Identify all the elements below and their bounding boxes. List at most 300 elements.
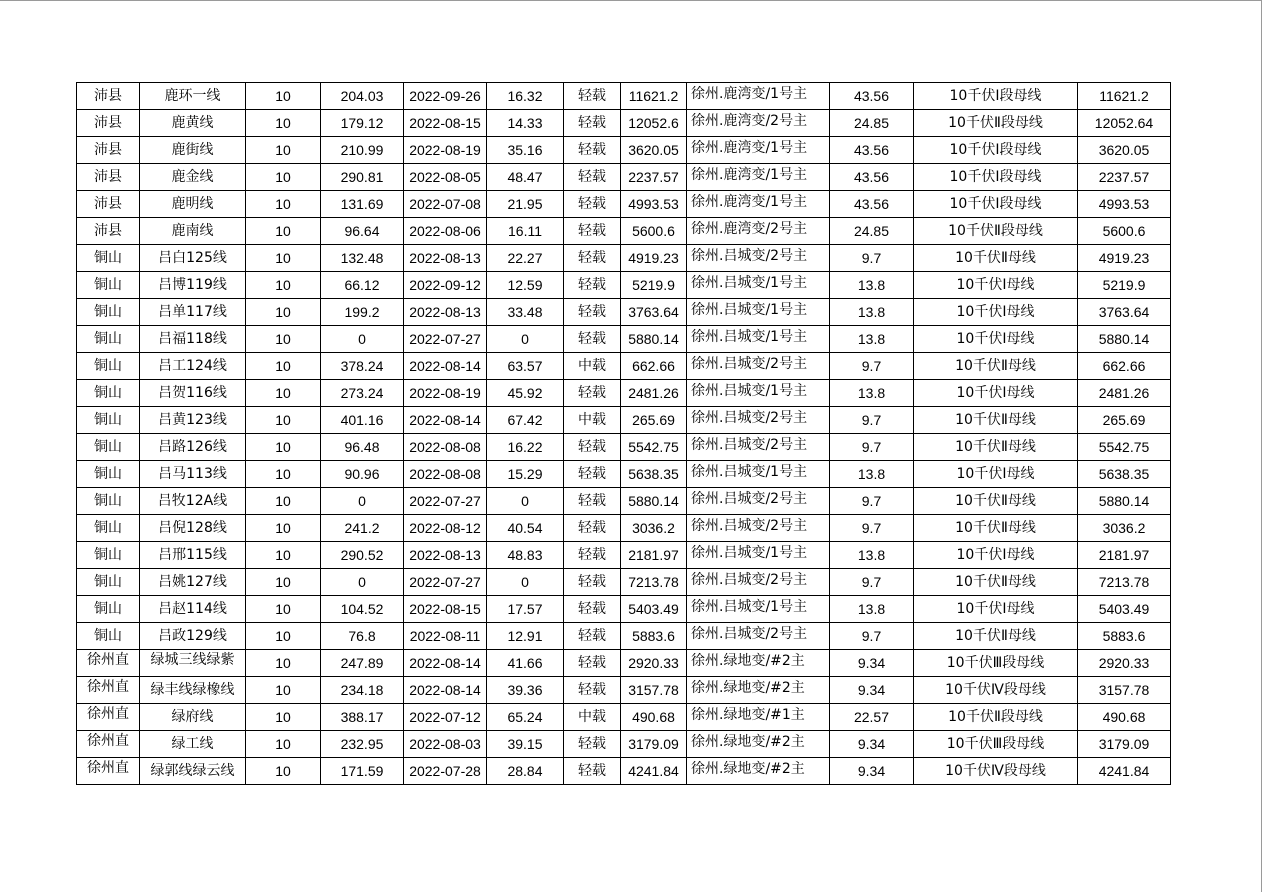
load-status-cell: 轻载 [564,299,621,326]
transformer-capacity-cell: 13.8 [830,272,914,299]
capacity-cell: 490.68 [621,704,687,731]
date-cell: 2022-08-19 [404,137,487,164]
voltage-cell: 10 [246,137,321,164]
table-row [77,326,1171,353]
table-row [77,83,1171,110]
capacity-cell: 5880.14 [621,488,687,515]
busbar-cell: 10千伏Ⅰ段母线 [914,164,1078,191]
capacity-cell: 3620.05 [621,137,687,164]
busbar-cell: 10千伏Ⅱ母线 [914,488,1078,515]
available-capacity-cell: 662.66 [1078,353,1171,380]
current-cell: 290.52 [321,542,404,569]
transformer-cell: 徐州.吕城变/1号主 [687,596,830,623]
county-cell: 铜山 [77,623,140,650]
busbar-cell: 10千伏Ⅰ母线 [914,272,1078,299]
date-cell: 2022-07-12 [404,704,487,731]
transformer-capacity-cell: 13.8 [830,596,914,623]
capacity-cell: 2920.33 [621,650,687,677]
current-cell: 247.89 [321,650,404,677]
load-status-cell: 轻载 [564,731,621,758]
load-rate-cell: 12.59 [487,272,564,299]
load-rate-cell: 16.11 [487,218,564,245]
load-rate-cell: 65.24 [487,704,564,731]
available-capacity-cell: 2481.26 [1078,380,1171,407]
load-status-cell: 轻载 [564,326,621,353]
available-capacity-cell: 3179.09 [1078,731,1171,758]
capacity-cell: 5403.49 [621,596,687,623]
transformer-cell: 徐州.吕城变/2号主 [687,407,830,434]
capacity-cell: 5219.9 [621,272,687,299]
available-capacity-cell: 5600.6 [1078,218,1171,245]
load-rate-cell: 39.36 [487,677,564,704]
busbar-cell: 10千伏Ⅰ段母线 [914,83,1078,110]
transformer-capacity-cell: 43.56 [830,191,914,218]
busbar-cell: 10千伏Ⅰ母线 [914,542,1078,569]
table-row [77,380,1171,407]
load-rate-cell: 0 [487,569,564,596]
available-capacity-cell: 3157.78 [1078,677,1171,704]
capacity-cell: 12052.6 [621,110,687,137]
county-cell: 铜山 [77,407,140,434]
table-row [77,272,1171,299]
busbar-cell: 10千伏Ⅱ母线 [914,515,1078,542]
date-cell: 2022-09-12 [404,272,487,299]
table-row [77,623,1171,650]
load-rate-cell: 40.54 [487,515,564,542]
load-status-cell: 轻载 [564,596,621,623]
line-name-cell: 吕贺116线 [140,380,246,407]
line-name-cell: 吕牧12A线 [140,488,246,515]
load-rate-cell: 41.66 [487,650,564,677]
county-cell: 铜山 [77,353,140,380]
capacity-cell: 2481.26 [621,380,687,407]
current-cell: 290.81 [321,164,404,191]
line-name-cell: 鹿黄线 [140,110,246,137]
county-cell: 徐州直 [77,650,140,677]
county-cell: 沛县 [77,137,140,164]
date-cell: 2022-08-14 [404,407,487,434]
capacity-cell: 11621.2 [621,83,687,110]
current-cell: 204.03 [321,83,404,110]
date-cell: 2022-08-14 [404,677,487,704]
capacity-cell: 5638.35 [621,461,687,488]
table-row [77,596,1171,623]
current-cell: 179.12 [321,110,404,137]
line-name-cell: 鹿街线 [140,137,246,164]
table-row [77,488,1171,515]
available-capacity-cell: 2181.97 [1078,542,1171,569]
line-name-cell: 吕邢115线 [140,542,246,569]
current-cell: 96.64 [321,218,404,245]
line-name-cell: 鹿明线 [140,191,246,218]
current-cell: 273.24 [321,380,404,407]
county-cell: 沛县 [77,110,140,137]
voltage-cell: 10 [246,434,321,461]
line-name-cell: 吕福118线 [140,326,246,353]
load-status-cell: 轻载 [564,434,621,461]
current-cell: 104.52 [321,596,404,623]
current-cell: 378.24 [321,353,404,380]
county-cell: 铜山 [77,488,140,515]
line-name-cell: 绿城三线绿紫 [140,650,246,677]
load-rate-cell: 16.32 [487,83,564,110]
transformer-cell: 徐州.吕城变/1号主 [687,380,830,407]
transformer-cell: 徐州.吕城变/2号主 [687,434,830,461]
table-row [77,245,1171,272]
transformer-cell: 徐州.绿地变/#2主 [687,758,830,785]
county-cell: 沛县 [77,83,140,110]
available-capacity-cell: 5403.49 [1078,596,1171,623]
available-capacity-cell: 4919.23 [1078,245,1171,272]
transformer-cell: 徐州.吕城变/2号主 [687,515,830,542]
current-cell: 234.18 [321,677,404,704]
voltage-cell: 10 [246,623,321,650]
busbar-cell: 10千伏Ⅱ母线 [914,407,1078,434]
load-status-cell: 中载 [564,353,621,380]
load-status-cell: 轻载 [564,677,621,704]
transformer-capacity-cell: 9.7 [830,569,914,596]
county-cell: 铜山 [77,596,140,623]
load-rate-cell: 33.48 [487,299,564,326]
busbar-cell: 10千伏Ⅱ段母线 [914,218,1078,245]
load-status-cell: 轻载 [564,515,621,542]
load-rate-cell: 0 [487,326,564,353]
busbar-cell: 10千伏Ⅰ母线 [914,299,1078,326]
current-cell: 0 [321,569,404,596]
line-name-cell: 绿工线 [140,731,246,758]
table-row [77,569,1171,596]
date-cell: 2022-08-05 [404,164,487,191]
table-row [77,650,1171,677]
load-status-cell: 轻载 [564,83,621,110]
transformer-cell: 徐州.吕城变/2号主 [687,488,830,515]
county-cell: 沛县 [77,164,140,191]
line-name-cell: 吕单117线 [140,299,246,326]
available-capacity-cell: 5883.6 [1078,623,1171,650]
table-row [77,704,1171,731]
transformer-capacity-cell: 24.85 [830,110,914,137]
available-capacity-cell: 2920.33 [1078,650,1171,677]
load-rate-cell: 15.29 [487,461,564,488]
county-cell: 沛县 [77,218,140,245]
current-cell: 210.99 [321,137,404,164]
date-cell: 2022-08-08 [404,461,487,488]
table-row [77,731,1171,758]
transformer-capacity-cell: 22.57 [830,704,914,731]
capacity-cell: 5880.14 [621,326,687,353]
table-row [77,758,1171,785]
voltage-cell: 10 [246,407,321,434]
load-rate-cell: 48.83 [487,542,564,569]
voltage-cell: 10 [246,542,321,569]
county-cell: 铜山 [77,569,140,596]
line-name-cell: 绿丰线绿橡线 [140,677,246,704]
load-status-cell: 轻载 [564,488,621,515]
busbar-cell: 10千伏Ⅱ段母线 [914,110,1078,137]
load-rate-cell: 48.47 [487,164,564,191]
table-row [77,542,1171,569]
table-body [77,83,1171,785]
transformer-cell: 徐州.鹿湾变/2号主 [687,218,830,245]
transformer-capacity-cell: 13.8 [830,380,914,407]
county-cell: 铜山 [77,245,140,272]
transformer-cell: 徐州.绿地变/#2主 [687,650,830,677]
transformer-capacity-cell: 9.7 [830,623,914,650]
capacity-cell: 5883.6 [621,623,687,650]
available-capacity-cell: 490.68 [1078,704,1171,731]
line-name-cell: 绿郭线绿云线 [140,758,246,785]
line-name-cell: 吕白125线 [140,245,246,272]
voltage-cell: 10 [246,83,321,110]
load-rate-cell: 22.27 [487,245,564,272]
busbar-cell: 10千伏Ⅱ母线 [914,623,1078,650]
table-row [77,299,1171,326]
transformer-cell: 徐州.鹿湾变/1号主 [687,83,830,110]
load-status-cell: 轻载 [564,191,621,218]
available-capacity-cell: 5219.9 [1078,272,1171,299]
transformer-capacity-cell: 13.8 [830,326,914,353]
current-cell: 232.95 [321,731,404,758]
available-capacity-cell: 265.69 [1078,407,1171,434]
busbar-cell: 10千伏Ⅱ母线 [914,353,1078,380]
date-cell: 2022-09-26 [404,83,487,110]
transformer-capacity-cell: 9.7 [830,434,914,461]
available-capacity-cell: 2237.57 [1078,164,1171,191]
transformer-cell: 徐州.吕城变/2号主 [687,569,830,596]
voltage-cell: 10 [246,380,321,407]
county-cell: 铜山 [77,461,140,488]
table-row [77,191,1171,218]
available-capacity-cell: 5638.35 [1078,461,1171,488]
load-rate-cell: 45.92 [487,380,564,407]
line-name-cell: 鹿南线 [140,218,246,245]
county-cell: 铜山 [77,326,140,353]
table-row [77,137,1171,164]
busbar-cell: 10千伏Ⅰ段母线 [914,137,1078,164]
capacity-cell: 265.69 [621,407,687,434]
available-capacity-cell: 3036.2 [1078,515,1171,542]
load-status-cell: 轻载 [564,623,621,650]
line-name-cell: 吕倪128线 [140,515,246,542]
transformer-cell: 徐州.绿地变/#2主 [687,731,830,758]
transformer-capacity-cell: 13.8 [830,299,914,326]
table-row [77,407,1171,434]
busbar-cell: 10千伏Ⅳ段母线 [914,758,1078,785]
table-row [77,434,1171,461]
voltage-cell: 10 [246,218,321,245]
load-status-cell: 轻载 [564,542,621,569]
load-rate-cell: 35.16 [487,137,564,164]
transformer-cell: 徐州.绿地变/#2主 [687,677,830,704]
capacity-cell: 4919.23 [621,245,687,272]
busbar-cell: 10千伏Ⅲ段母线 [914,650,1078,677]
load-rate-cell: 16.22 [487,434,564,461]
transformer-capacity-cell: 43.56 [830,137,914,164]
transformer-cell: 徐州.吕城变/2号主 [687,623,830,650]
busbar-cell: 10千伏Ⅱ母线 [914,569,1078,596]
load-status-cell: 轻载 [564,758,621,785]
current-cell: 132.48 [321,245,404,272]
transformer-cell: 徐州.吕城变/1号主 [687,299,830,326]
date-cell: 2022-08-12 [404,515,487,542]
load-status-cell: 轻载 [564,218,621,245]
capacity-cell: 4241.84 [621,758,687,785]
current-cell: 241.2 [321,515,404,542]
available-capacity-cell: 5542.75 [1078,434,1171,461]
line-name-cell: 鹿金线 [140,164,246,191]
table-row [77,677,1171,704]
transformer-capacity-cell: 9.7 [830,353,914,380]
capacity-cell: 3036.2 [621,515,687,542]
load-rate-cell: 63.57 [487,353,564,380]
current-cell: 171.59 [321,758,404,785]
load-status-cell: 轻载 [564,110,621,137]
current-cell: 0 [321,326,404,353]
available-capacity-cell: 3620.05 [1078,137,1171,164]
transformer-capacity-cell: 9.34 [830,650,914,677]
available-capacity-cell: 4241.84 [1078,758,1171,785]
transformer-cell: 徐州.吕城变/2号主 [687,353,830,380]
date-cell: 2022-08-13 [404,299,487,326]
voltage-cell: 10 [246,704,321,731]
transformer-cell: 徐州.吕城变/1号主 [687,272,830,299]
table-row [77,353,1171,380]
date-cell: 2022-08-11 [404,623,487,650]
busbar-cell: 10千伏Ⅱ段母线 [914,704,1078,731]
transformer-cell: 徐州.吕城变/2号主 [687,245,830,272]
load-rate-cell: 0 [487,488,564,515]
voltage-cell: 10 [246,596,321,623]
line-name-cell: 吕路126线 [140,434,246,461]
busbar-cell: 10千伏Ⅰ段母线 [914,191,1078,218]
date-cell: 2022-07-27 [404,326,487,353]
voltage-cell: 10 [246,353,321,380]
voltage-cell: 10 [246,569,321,596]
date-cell: 2022-08-15 [404,596,487,623]
current-cell: 199.2 [321,299,404,326]
date-cell: 2022-07-08 [404,191,487,218]
line-name-cell: 鹿环一线 [140,83,246,110]
voltage-cell: 10 [246,488,321,515]
load-rate-cell: 21.95 [487,191,564,218]
capacity-cell: 3763.64 [621,299,687,326]
current-cell: 0 [321,488,404,515]
line-name-cell: 吕政129线 [140,623,246,650]
load-status-cell: 中载 [564,704,621,731]
transformer-capacity-cell: 13.8 [830,542,914,569]
transformer-capacity-cell: 9.7 [830,245,914,272]
voltage-cell: 10 [246,677,321,704]
table-row [77,164,1171,191]
capacity-cell: 662.66 [621,353,687,380]
busbar-cell: 10千伏Ⅳ段母线 [914,677,1078,704]
available-capacity-cell: 7213.78 [1078,569,1171,596]
voltage-cell: 10 [246,299,321,326]
line-name-cell: 吕博119线 [140,272,246,299]
table-row [77,461,1171,488]
voltage-cell: 10 [246,731,321,758]
current-cell: 76.8 [321,623,404,650]
load-status-cell: 轻载 [564,272,621,299]
busbar-cell: 10千伏Ⅱ母线 [914,434,1078,461]
transformer-capacity-cell: 9.34 [830,677,914,704]
date-cell: 2022-08-14 [404,353,487,380]
load-status-cell: 中载 [564,407,621,434]
transformer-capacity-cell: 9.7 [830,515,914,542]
date-cell: 2022-08-19 [404,380,487,407]
busbar-cell: 10千伏Ⅰ母线 [914,380,1078,407]
date-cell: 2022-08-03 [404,731,487,758]
load-status-cell: 轻载 [564,461,621,488]
voltage-cell: 10 [246,326,321,353]
feeder-load-table [76,82,1171,785]
load-status-cell: 轻载 [564,164,621,191]
table-row [77,218,1171,245]
load-status-cell: 轻载 [564,380,621,407]
available-capacity-cell: 12052.64 [1078,110,1171,137]
line-name-cell: 吕赵114线 [140,596,246,623]
capacity-cell: 3157.78 [621,677,687,704]
date-cell: 2022-08-15 [404,110,487,137]
capacity-cell: 2181.97 [621,542,687,569]
load-rate-cell: 14.33 [487,110,564,137]
transformer-capacity-cell: 9.7 [830,488,914,515]
transformer-cell: 徐州.鹿湾变/1号主 [687,164,830,191]
transformer-capacity-cell: 9.7 [830,407,914,434]
busbar-cell: 10千伏Ⅰ母线 [914,596,1078,623]
capacity-cell: 3179.09 [621,731,687,758]
transformer-capacity-cell: 24.85 [830,218,914,245]
county-cell: 徐州直 [77,731,140,758]
line-name-cell: 吕姚127线 [140,569,246,596]
available-capacity-cell: 11621.2 [1078,83,1171,110]
load-rate-cell: 17.57 [487,596,564,623]
busbar-cell: 10千伏Ⅰ母线 [914,461,1078,488]
load-status-cell: 轻载 [564,137,621,164]
current-cell: 66.12 [321,272,404,299]
line-name-cell: 绿府线 [140,704,246,731]
busbar-cell: 10千伏Ⅰ母线 [914,326,1078,353]
date-cell: 2022-08-14 [404,650,487,677]
load-rate-cell: 39.15 [487,731,564,758]
county-cell: 铜山 [77,515,140,542]
county-cell: 铜山 [77,272,140,299]
county-cell: 铜山 [77,299,140,326]
county-cell: 铜山 [77,542,140,569]
capacity-cell: 2237.57 [621,164,687,191]
load-rate-cell: 67.42 [487,407,564,434]
current-cell: 131.69 [321,191,404,218]
date-cell: 2022-08-06 [404,218,487,245]
voltage-cell: 10 [246,515,321,542]
transformer-cell: 徐州.吕城变/1号主 [687,326,830,353]
county-cell: 沛县 [77,191,140,218]
line-name-cell: 吕马113线 [140,461,246,488]
line-name-cell: 吕工124线 [140,353,246,380]
transformer-capacity-cell: 9.34 [830,758,914,785]
county-cell: 铜山 [77,380,140,407]
transformer-cell: 徐州.鹿湾变/2号主 [687,110,830,137]
voltage-cell: 10 [246,110,321,137]
available-capacity-cell: 5880.14 [1078,488,1171,515]
load-status-cell: 轻载 [564,569,621,596]
voltage-cell: 10 [246,650,321,677]
county-cell: 徐州直 [77,677,140,704]
date-cell: 2022-08-13 [404,245,487,272]
line-name-cell: 吕黄123线 [140,407,246,434]
capacity-cell: 5600.6 [621,218,687,245]
available-capacity-cell: 4993.53 [1078,191,1171,218]
